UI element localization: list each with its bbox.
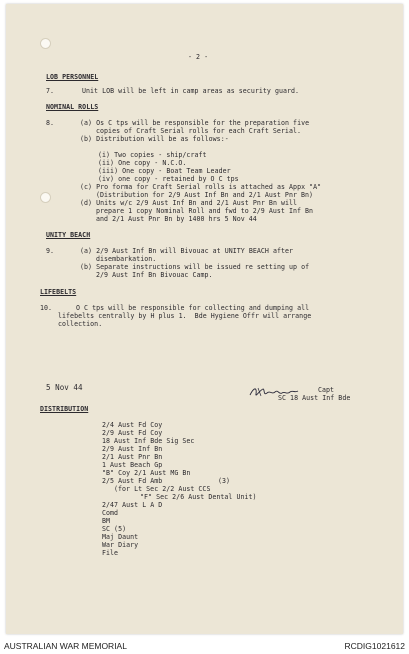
archive-footer [0,637,409,654]
distribution-item: "B" Coy 2/1 Aust MG Bn [102,469,191,477]
nominal-line: (a) Os C tps will be responsible for the preparation five [80,119,310,127]
record-id: RCDIG1021612 [344,641,405,651]
nominal-line: (i) Two copies - ship/craft [98,151,207,159]
nominal-heading: NOMINAL ROLLS [46,103,99,111]
nominal-line: (iii) One copy - Boat Team Leader [98,167,231,175]
unity-heading: UNITY BEACH [46,231,91,239]
distribution-item: 2/9 Aust Inf Bn [102,445,163,453]
lifebelts-number: 10. [40,304,53,312]
nominal-line: and 2/1 Aust Pnr Bn by 1400 hrs 5 Nov 44 [96,215,257,223]
document-date: 5 Nov 44 [46,383,83,392]
archive-name: AUSTRALIAN WAR MEMORIAL [4,641,127,651]
distribution-item: 2/1 Aust Pnr Bn [102,453,163,461]
unity-line: 2/9 Aust Inf Bn Bivouac Camp. [96,271,213,279]
nominal-line: copies of Craft Serial rolls for each Craft Serial. [96,127,302,135]
distribution-item: 2/5 Aust Fd Amb [102,477,163,485]
unity-number: 9. [46,247,55,255]
lifebelts-line: O C tps will be responsible for collecting and dumping all [76,304,310,312]
distribution-item: Maj Daunt [102,533,139,541]
nominal-line: prepare 1 copy Nominal Roll and fwd to 2/9 Aust Inf Bn [96,207,314,215]
nominal-line: (b) Distribution will be as follows:- [80,135,229,143]
distribution-item: 18 Aust Inf Bde Sig Sec [102,437,195,445]
distribution-heading: DISTRIBUTION [40,405,89,413]
distribution-item: 2/47 Aust L A D [102,501,163,509]
distribution-item: Comd [102,509,119,517]
distribution-item: 2/9 Aust Fd Coy [102,429,163,437]
distribution-item: 2/4 Aust Fd Coy [102,421,163,429]
distribution-item: War Diary [102,541,139,549]
distribution-item: "F" Sec 2/6 Aust Dental Unit) [140,493,257,501]
unity-line: (b) Separate instructions will be issued re setting up of [80,263,310,271]
distribution-item: File [102,549,119,557]
nominal-line: (d) Units w/c 2/9 Aust Inf Bn and 2/1 Aust Pnr Bn will [80,199,298,207]
nominal-line: (Distribution for 2/9 Aust Inf Bn and 2/1 Aust Pnr Bn) [96,191,314,199]
lob-heading: LOB PERSONNEL [46,73,99,81]
nominal-line: (ii) One copy - N.C.O. [98,159,187,167]
distribution-item: 1 Aust Beach Gp [102,461,163,469]
lob-number: 7. [46,87,55,95]
lob-text: Unit LOB will be left in camp areas as security guard. [82,87,300,95]
lifebelts-heading: LIFEBELTS [40,288,77,296]
lifebelts-line: collection. [58,320,103,328]
unity-line: disembarkation. [96,255,157,263]
distribution-item: SC (5) [102,525,127,533]
nominal-number: 8. [46,119,55,127]
lifebelts-line: lifebelts centrally by H plus 1. Bde Hygiene Offr will arrange [58,312,312,320]
distribution-item: (for Lt Sec 2/2 Aust CCS [114,485,211,493]
punch-hole [40,192,51,203]
unity-line: (a) 2/9 Aust Inf Bn will Bivouac at UNITY BEACH after [80,247,294,255]
punch-hole [40,38,51,49]
signature-rank: Capt [318,386,335,394]
signature-appointment: SC 18 Aust Inf Bde [278,394,351,402]
nominal-line: (c) Pro forma for Craft Serial rolls is attached as Appx "A" [80,183,322,191]
distribution-copies: (3) [218,477,231,485]
page-number: - 2 - [188,53,209,61]
nominal-line: (iv) one copy - retained by O C tps [98,175,239,183]
distribution-item: BM [102,517,111,525]
